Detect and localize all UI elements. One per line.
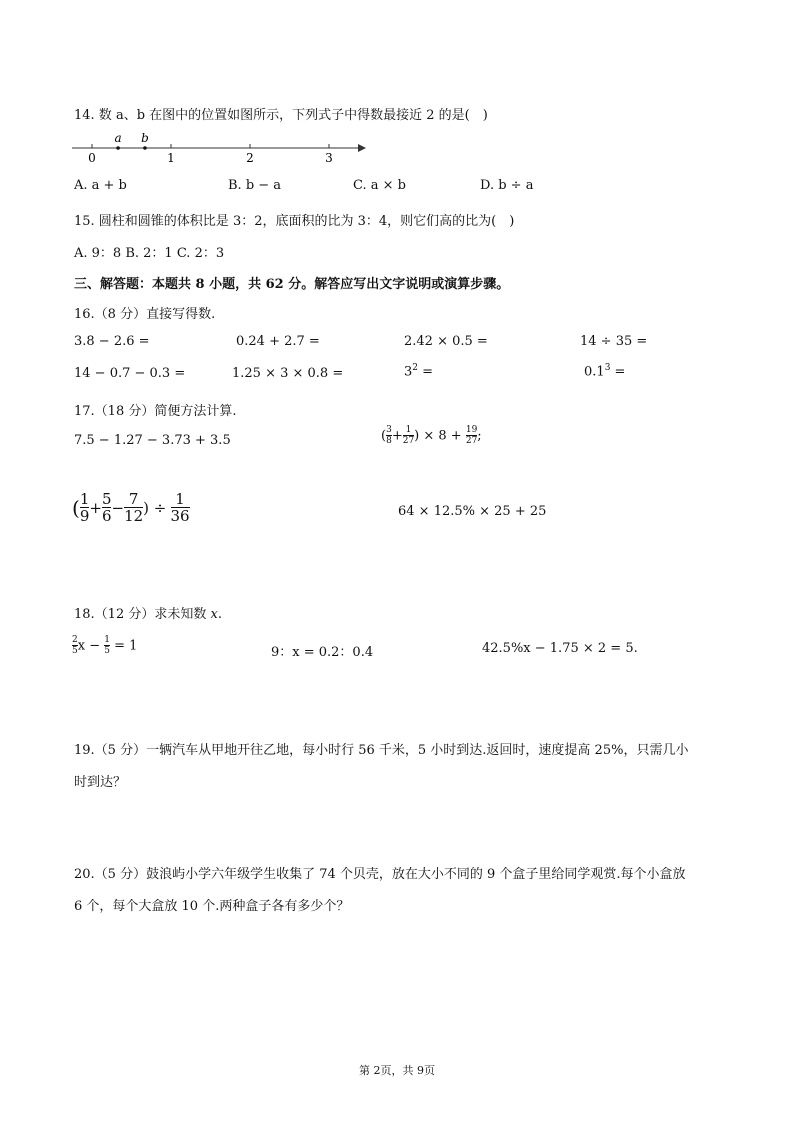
number-line-arrow [358, 144, 366, 152]
q20-line-1: 20.（5 分）鼓浪屿小学六年级学生收集了 74 个贝壳，放在大小不同的 9 个盒子里给同学观赏.每个小盒放 [74, 867, 686, 882]
q16-r2c1: 14 − 0.7 − 0.3 = [74, 366, 186, 381]
q17-stem: 17.（18 分）简便方法计算. [74, 404, 237, 419]
q17-expr-1: 7.5 − 1.27 − 3.73 + 3.5 [74, 433, 231, 448]
q14-option-c: C. a × b [353, 178, 406, 193]
q19-line-2: 时到达？ [74, 775, 127, 790]
tick-label-2: 2 [246, 151, 254, 165]
q16-r2c3: $3^2$ = [404, 363, 434, 380]
point-a [116, 146, 120, 150]
tick-label-1: 1 [167, 151, 175, 165]
point-label-a: a [114, 131, 122, 145]
q18-expr-1: $\frac{2}{5}$ x − $\frac{1}{5}$ = 1 [72, 635, 138, 656]
point-b [143, 146, 147, 150]
point-label-b: b [141, 131, 149, 145]
q14-option-b: B. b − a [228, 178, 282, 193]
q16-r1c4: 14 ÷ 35 = [580, 334, 648, 349]
q17-expr-4: 64 × 12.5% × 25 + 25 [398, 504, 547, 519]
q16-r2c2: 1.25 × 3 × 0.8 = [232, 366, 344, 381]
q16-stem: 16.（8 分）直接写得数. [74, 307, 216, 322]
q20-line-2: 6 个，每个大盒放 10 个.两种盒子各有多少个？ [74, 899, 350, 914]
q18-expr-3: 42.5%x − 1.75 × 2 = 5. [482, 641, 638, 656]
q16-r2c4: $0.1^3$ = [584, 363, 626, 380]
q17-expr-3: ( $\frac{1}{9}$ + $\frac{5}{6}$ − $\frac{7}{12}$ ) ÷ $\frac{1}{36}$ [72, 490, 190, 525]
q14-option-a: A. a + b [74, 178, 127, 193]
q18-expr-2: 9：x = 0.2：0.4 [271, 645, 374, 660]
tick-label-3: 3 [325, 151, 333, 165]
q16-r1c2: 0.24 + 2.7 = [236, 334, 320, 349]
tick-label-0: 0 [88, 151, 96, 165]
section-3-title: 三、解答题：本题共 8 小题，共 62 分。解答应写出文字说明或演算步骤。 [74, 277, 510, 292]
q14-stem: 14. 数 a、b 在图中的位置如图所示，下列式子中得数最接近 2 的是( ) [74, 108, 488, 123]
q19-line-1: 19.（5 分）一辆汽车从甲地开往乙地，每小时行 56 千米，5 小时到达.返回时，速度提高 25%，只需几小 [74, 743, 689, 758]
q16-r1c1: 3.8 − 2.6 = [74, 334, 150, 349]
q18-stem: 18.（12 分）求未知数 x. [74, 607, 222, 622]
q17-expr-2: ( $\frac{3}{8}$ + $\frac{1}{27}$ ) × 8 + $\frac{19}{27}$ ; [381, 425, 482, 446]
q15-stem: 15. 圆柱和圆锥的体积比是 3：2，底面积的比为 3：4，则它们高的比为( ) [74, 214, 515, 229]
q16-r1c3: 2.42 × 0.5 = [404, 334, 488, 349]
q15-options: A. 9：8 B. 2：1 C. 2：3 [74, 246, 225, 261]
number-line [70, 126, 370, 166]
q14-option-d: D. b ÷ a [480, 178, 534, 193]
page-footer: 第 2页，共 9页 [359, 1064, 435, 1077]
